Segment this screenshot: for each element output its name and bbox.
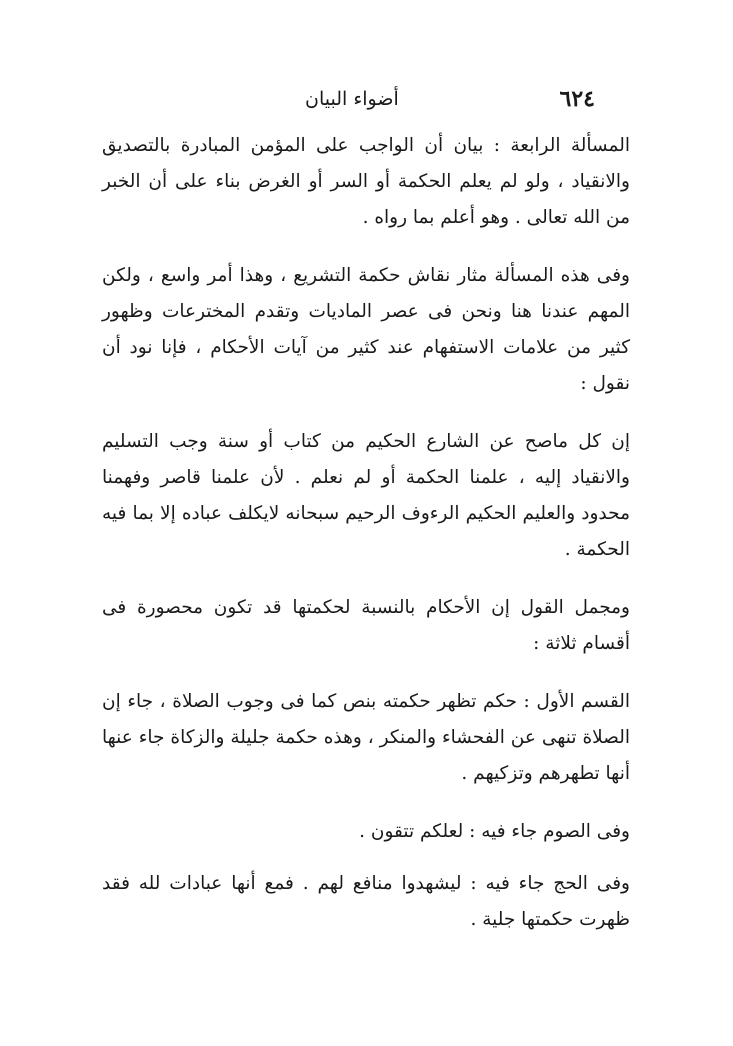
paragraph-3: إن كل ماصح عن الشارع الحكيم من كتاب أو سنة وجب التسليم والانقياد إليه ، علمنا الحكمة أو لم نعلم . لأن علمنا قاصر وفهمنا محدود والعليم الحكيم الرءوف الرحيم سبحانه لايكلف عباده إلا بما فيه الحكمة . xyxy=(102,431,630,560)
page-number: ٦٢٤ xyxy=(559,86,595,112)
paragraph-2: وفى هذه المسألة مثار نقاش حكمة التشريع ، وهذا أمر واسع ، ولكن المهم عندنا هنا ونحن فى عصر الماديات وتقدم المخترعات وظهور كثير من علامات الاستفهام عند كثير من آيات الأحكام ، فإنا نود أن نقول : xyxy=(102,265,630,394)
running-title: أضواء البيان xyxy=(305,88,399,110)
paragraph-7: وفى الحج جاء فيه : ليشهدوا منافع لهم . فمع أنها عبادات لله فقد ظهرت حكمتها جلية . xyxy=(102,873,630,930)
page-header xyxy=(305,86,595,116)
paragraph-5: القسم الأول : حكم تظهر حكمته بنص كما فى وجوب الصلاة ، جاء إن الصلاة تنهى عن الفحشاء والمنكر ، وهذه حكمة جليلة والزكاة جاء عنها أنها تطهرهم وتزكيهم . xyxy=(102,691,630,784)
paragraph-6: وفى الصوم جاء فيه : لعلكم تتقون . xyxy=(359,821,630,842)
paragraph-1: المسألة الرابعة : بيان أن الواجب على المؤمن المبادرة بالتصديق والانقياد ، ولو لم يعلم الحكمة أو السر أو الغرض بناء على أن الخبر من الله تعالى . وهو أعلم بما رواه . xyxy=(102,135,630,228)
body-text xyxy=(102,128,630,960)
paragraph-4: ومجمل القول إن الأحكام بالنسبة لحكمتها قد تكون محصورة فى أقسام ثلاثة : xyxy=(102,597,630,654)
